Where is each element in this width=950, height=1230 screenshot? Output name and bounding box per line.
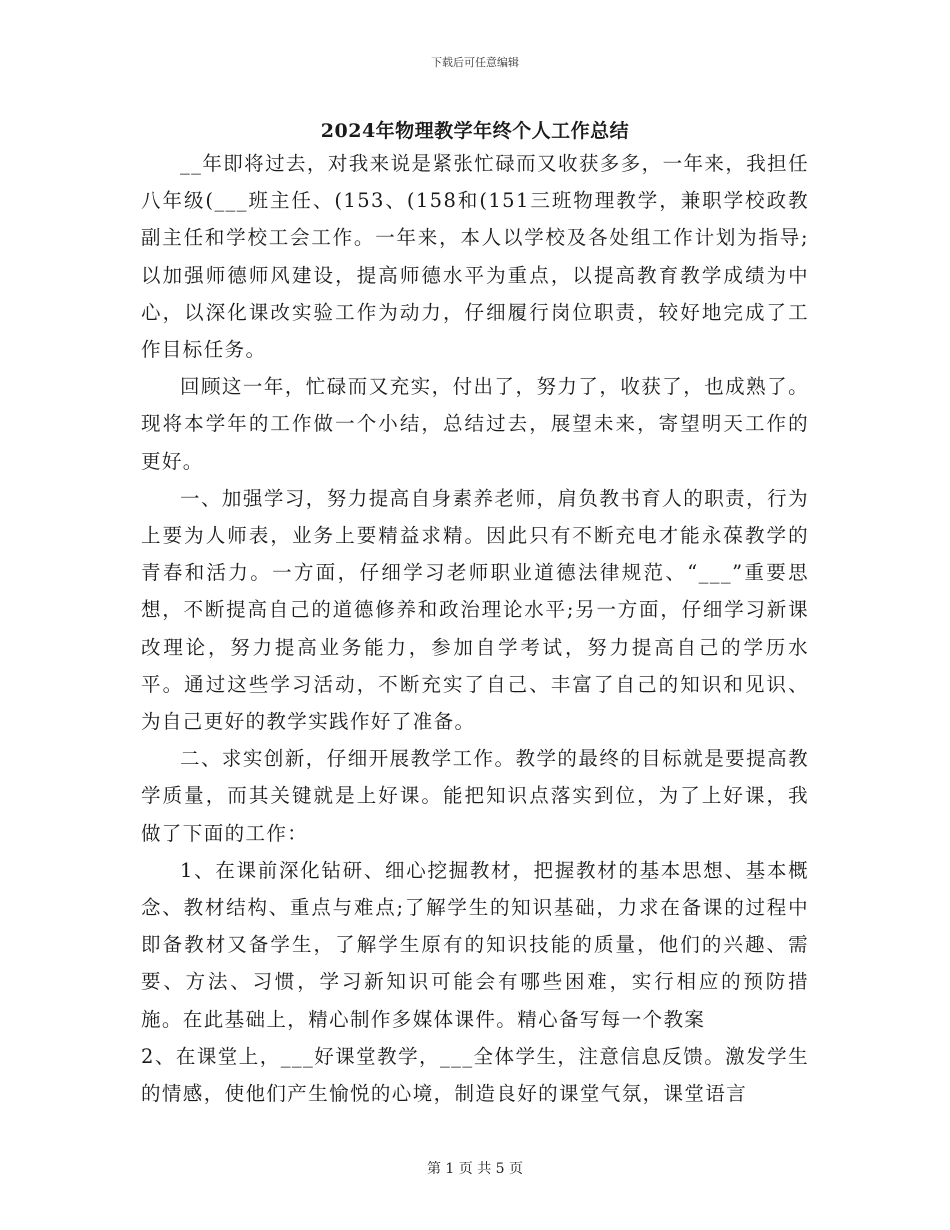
page-number: 第 1 页 共 5 页 (426, 1161, 524, 1177)
paragraph-review: 回顾这一年，忙碌而又充实，付出了，努力了，收获了，也成熟了。现将本学年的工作做一个小结，总结过去，展望未来，寄望明天工作的更好。 (141, 375, 809, 473)
paragraph-item-2: 2、在课堂上，___好课堂教学，___全体学生，注意信息反馈。激发学生的情感，使他们产生愉悦的心境，制造良好的课堂气氛，课堂语言 (141, 1044, 809, 1106)
document-body (141, 145, 809, 1112)
document-title: 2024年物理教学年终个人工作总结 (320, 120, 630, 142)
paragraph-item-1: 1、在课前深化钻研、细心挖掘教材，把握教材的基本思想、基本概念、教材结构、重点与难点;了解学生的知识基础，力求在备课的过程中即备教材又备学生，了解学生原有的知识技能的质量，他们的兴趣、需要、方法、习惯，学习新知识可能会有哪些困难，实行相应的预防措施。在此基础上，精心制作多媒体课件。精心备写每一个教案 (141, 858, 809, 1031)
page-header-note: 下载后可任意编辑 (431, 56, 519, 69)
paragraph-section-2: 二、求实创新，仔细开展教学工作。教学的最终的目标就是要提高教学质量，而其关键就是上好课。能把知识点落实到位，为了上好课，我做了下面的工作： (141, 747, 809, 845)
paragraph-section-1: 一、加强学习，努力提高自身素养老师，肩负教书育人的职责，行为上要为人师表，业务上要精益求精。因此只有不断充电才能永葆教学的青春和活力。一方面，仔细学习老师职业道德法律规范、“___”重要思想，不断提高自己的道德修养和政治理论水平;另一方面，仔细学习新课改理论，努力提高业务能力，参加自学考试，努力提高自己的学历水平。通过这些学习活动，不断充实了自己、丰富了自己的知识和见识、为自己更好的教学实践作好了准备。 (141, 486, 809, 734)
paragraph-intro: __年即将过去，对我来说是紧张忙碌而又收获多多，一年来，我担任八年级(___班主任、(153、(158和(151三班物理教学，兼职学校政教副主任和学校工会工作。一年来，本人以学校及各处组工作计划为指导;以加强师德师风建设，提高师德水平为重点，以提高教育教学成绩为中心，以深化课改实验工作为动力，仔细履行岗位职责，较好地完成了工作目标任务。 (141, 152, 809, 362)
